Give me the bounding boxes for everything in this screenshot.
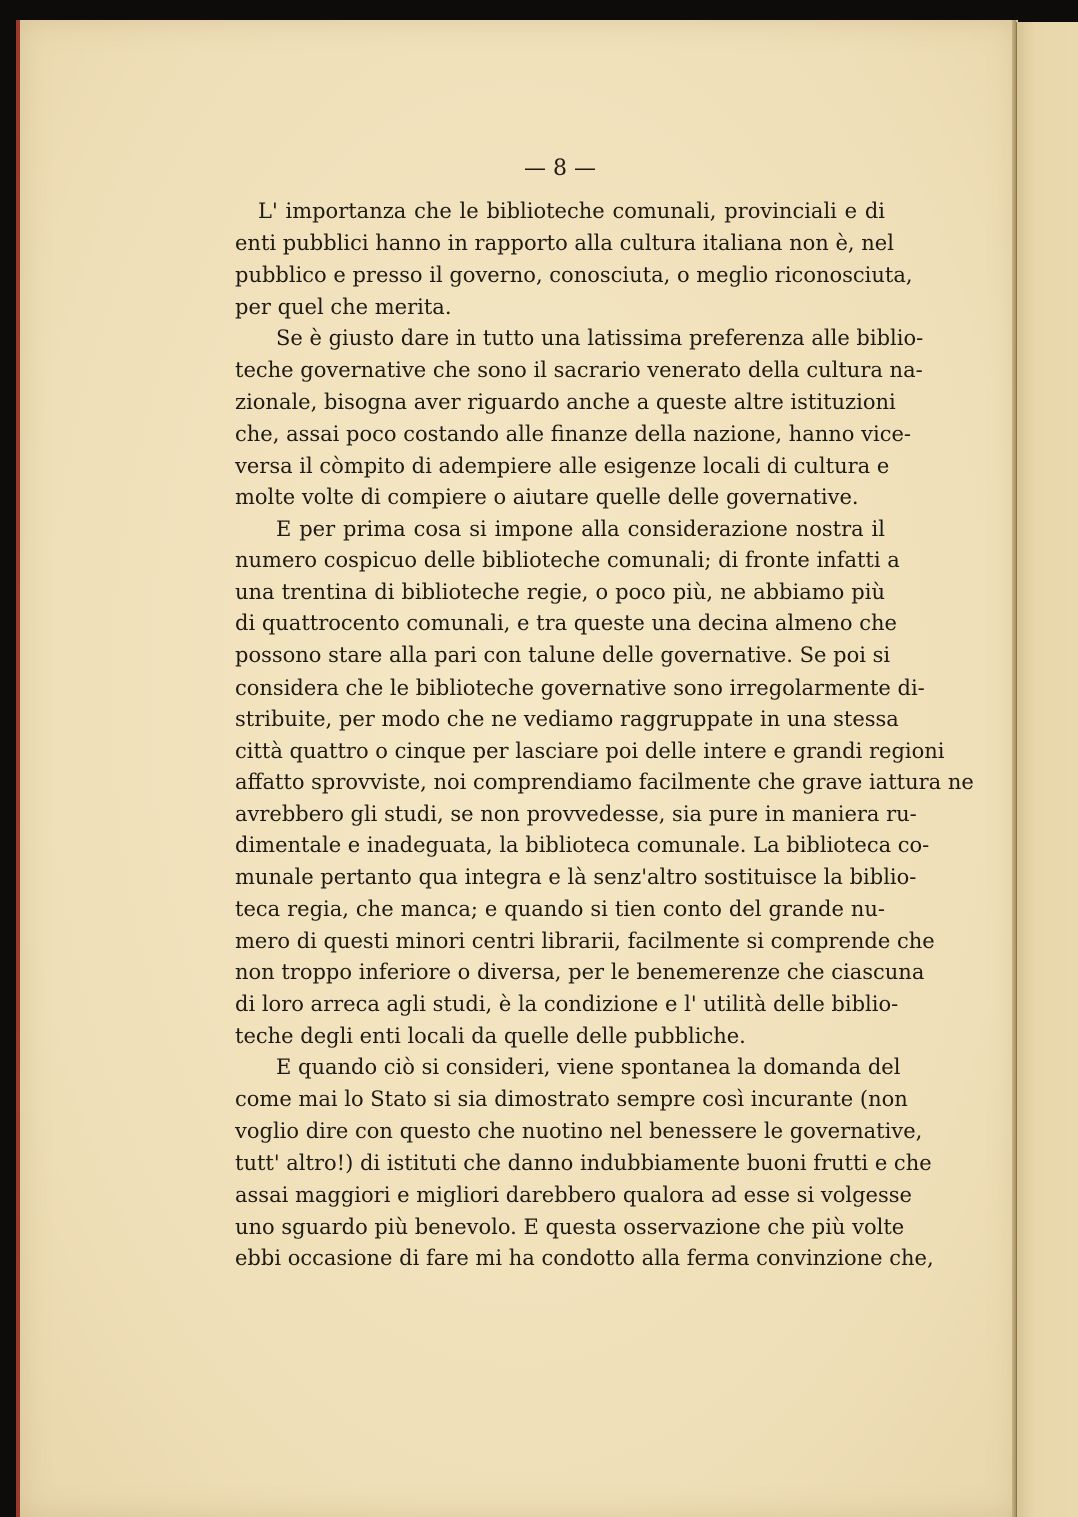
text-line: teca regia, che manca; e quando si tien conto del grande nu- xyxy=(235,897,885,921)
text-line: che, assai poco costando alle finanze della nazione, hanno vice- xyxy=(235,422,911,446)
text-line: possono stare alla pari con talune delle governative. Se poi si xyxy=(235,643,891,667)
text-line: di quattrocento comunali, e tra queste una decina almeno che xyxy=(235,611,897,635)
text-line: zionale, bisogna aver riguardo anche a queste altre istituzioni xyxy=(235,390,896,414)
text-line: molte volte di compiere o aiutare quelle delle governative. xyxy=(235,485,859,509)
text-line: non troppo inferiore o diversa, per le benemerenze che ciascuna xyxy=(235,960,925,984)
text-line: di loro arreca agli studi, è la condizione e l' utilità delle biblio- xyxy=(235,992,899,1016)
text-line: mero di questi minori centri librarii, facilmente si comprende che xyxy=(235,929,935,953)
text-line: tutt' altro!) di istituti che danno indubbiamente buoni frutti e che xyxy=(235,1151,932,1175)
text-line: versa il còmpito di adempiere alle esigenze locali di cultura e xyxy=(235,454,890,478)
text-line: come mai lo Stato si sia dimostrato sempre così incurante (non xyxy=(235,1087,908,1111)
text-line: stribuite, per modo che ne vediamo raggruppate in una stessa xyxy=(235,707,899,731)
text-line: voglio dire con questo che nuotino nel benessere le governative, xyxy=(235,1119,923,1143)
text-line: pubblico e presso il governo, conosciuta, o meglio riconosciuta, xyxy=(235,263,913,287)
text-line: città quattro o cinque per lasciare poi delle intere e grandi regioni xyxy=(235,739,945,763)
text-line: uno sguardo più benevolo. E questa osservazione che più volte xyxy=(235,1215,905,1239)
text-line: una trentina di biblioteche regie, o poco più, ne abbiamo più xyxy=(235,580,885,604)
text-line: dimentale e inadeguata, la biblioteca comunale. La biblioteca co- xyxy=(235,833,930,857)
text-line: assai maggiori e migliori darebbero qualora ad esse si volgesse xyxy=(235,1183,912,1207)
text-line: munale pertanto qua integra e là senz'altro sostituisce la biblio- xyxy=(235,865,917,889)
text-line: teche degli enti locali da quelle delle pubbliche. xyxy=(235,1024,746,1048)
text-line: teche governative che sono il sacrario venerato della cultura na- xyxy=(235,358,923,382)
text-line: E per prima cosa si impone alla considerazione nostra il xyxy=(276,517,885,541)
text-line: affatto sprovviste, noi comprendiamo facilmente che grave iattura ne xyxy=(235,770,974,794)
text-line: avrebbero gli studi, se non provvedesse, sia pure in maniera ru- xyxy=(235,802,917,826)
facing-page xyxy=(1016,22,1078,1517)
text-line: E quando ciò si consideri, viene spontanea la domanda del xyxy=(276,1055,901,1079)
text-line: enti pubblici hanno in rapporto alla cultura italiana non è, nel xyxy=(235,231,894,255)
text-line: ebbi occasione di fare mi ha condotto alla ferma convinzione che, xyxy=(235,1246,934,1270)
page-number: — 8 — xyxy=(524,156,596,181)
text-line: considera che le biblioteche governative sono irregolarmente di- xyxy=(235,676,925,700)
text-line: L' importanza che le biblioteche comunali, provinciali e di xyxy=(258,199,885,223)
text-line: Se è giusto dare in tutto una latissima preferenza alle biblio- xyxy=(276,326,924,350)
text-line: per quel che merita. xyxy=(235,295,452,319)
text-line: numero cospicuo delle biblioteche comunali; di fronte infatti a xyxy=(235,548,900,572)
